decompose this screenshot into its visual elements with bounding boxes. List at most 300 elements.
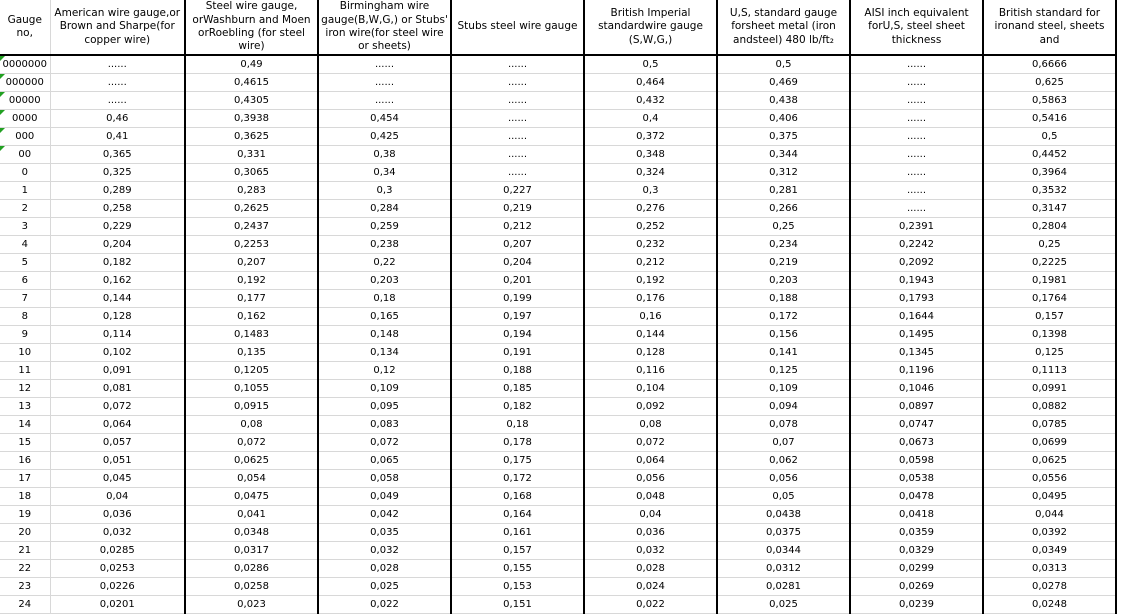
table-cell[interactable] xyxy=(717,55,850,74)
table-cell[interactable] xyxy=(451,254,584,272)
table-cell[interactable] xyxy=(717,560,850,578)
table-cell[interactable] xyxy=(185,236,318,254)
table-cell[interactable] xyxy=(50,200,185,218)
gauge-number-cell[interactable] xyxy=(0,470,50,488)
table-cell[interactable] xyxy=(50,344,185,362)
table-cell[interactable] xyxy=(850,164,983,182)
table-cell[interactable] xyxy=(850,74,983,92)
table-cell[interactable] xyxy=(185,218,318,236)
table-cell[interactable] xyxy=(850,272,983,290)
table-cell[interactable] xyxy=(717,200,850,218)
table-cell[interactable] xyxy=(50,272,185,290)
table-cell[interactable] xyxy=(584,236,717,254)
table-cell[interactable] xyxy=(717,218,850,236)
table-cell[interactable] xyxy=(983,452,1116,470)
table-cell[interactable] xyxy=(185,344,318,362)
table-cell[interactable] xyxy=(584,506,717,524)
table-cell[interactable] xyxy=(318,308,451,326)
table-cell[interactable] xyxy=(451,542,584,560)
table-cell[interactable] xyxy=(717,308,850,326)
table-cell[interactable] xyxy=(451,55,584,74)
table-cell[interactable] xyxy=(850,578,983,596)
table-cell[interactable] xyxy=(717,128,850,146)
table-cell[interactable] xyxy=(451,470,584,488)
table-cell[interactable] xyxy=(50,560,185,578)
gauge-number-cell[interactable] xyxy=(0,146,50,164)
table-cell[interactable] xyxy=(983,182,1116,200)
table-cell[interactable] xyxy=(717,452,850,470)
table-cell[interactable] xyxy=(50,254,185,272)
table-cell[interactable] xyxy=(451,236,584,254)
table-cell[interactable] xyxy=(717,182,850,200)
table-cell[interactable] xyxy=(850,200,983,218)
table-cell[interactable] xyxy=(584,55,717,74)
table-cell[interactable] xyxy=(451,362,584,380)
table-cell[interactable] xyxy=(717,362,850,380)
gauge-number-cell[interactable] xyxy=(0,74,50,92)
table-cell[interactable] xyxy=(318,326,451,344)
table-cell[interactable] xyxy=(850,344,983,362)
gauge-number-cell[interactable] xyxy=(0,578,50,596)
header-aisi-inch-equivalent[interactable]: AISI inch equivalent forU,S, steel sheet thickness xyxy=(850,0,983,55)
table-cell[interactable] xyxy=(185,434,318,452)
table-cell[interactable] xyxy=(584,380,717,398)
table-cell[interactable] xyxy=(717,254,850,272)
table-cell[interactable] xyxy=(850,380,983,398)
table-cell[interactable] xyxy=(717,542,850,560)
table-cell[interactable] xyxy=(850,398,983,416)
table-cell[interactable] xyxy=(451,596,584,614)
table-cell[interactable] xyxy=(584,452,717,470)
gauge-number-cell[interactable] xyxy=(0,362,50,380)
table-cell[interactable] xyxy=(50,452,185,470)
table-cell[interactable] xyxy=(318,290,451,308)
table-cell[interactable] xyxy=(185,146,318,164)
table-cell[interactable] xyxy=(584,488,717,506)
table-cell[interactable] xyxy=(185,578,318,596)
table-cell[interactable] xyxy=(185,200,318,218)
table-cell[interactable] xyxy=(717,380,850,398)
table-cell[interactable] xyxy=(983,74,1116,92)
table-cell[interactable] xyxy=(717,110,850,128)
gauge-number-cell[interactable] xyxy=(0,434,50,452)
table-cell[interactable] xyxy=(318,236,451,254)
table-cell[interactable] xyxy=(983,92,1116,110)
table-cell[interactable] xyxy=(850,146,983,164)
table-cell[interactable] xyxy=(717,146,850,164)
table-cell[interactable] xyxy=(850,560,983,578)
table-cell[interactable] xyxy=(717,416,850,434)
cell-value: 0,34 xyxy=(373,167,396,178)
gauge-number-cell[interactable] xyxy=(0,488,50,506)
table-cell[interactable] xyxy=(185,182,318,200)
table-cell[interactable] xyxy=(318,55,451,74)
table-cell[interactable] xyxy=(451,416,584,434)
table-cell[interactable] xyxy=(584,434,717,452)
table-cell[interactable] xyxy=(318,74,451,92)
table-cell[interactable] xyxy=(318,110,451,128)
table-cell[interactable] xyxy=(318,218,451,236)
table-cell[interactable] xyxy=(850,110,983,128)
table-cell[interactable] xyxy=(850,254,983,272)
table-cell[interactable] xyxy=(983,55,1116,74)
cell-value: 0,028 xyxy=(636,563,665,574)
table-cell[interactable] xyxy=(717,506,850,524)
table-cell[interactable] xyxy=(50,596,185,614)
cell-value: 0,102 xyxy=(102,347,132,358)
table-cell[interactable] xyxy=(584,578,717,596)
table-cell[interactable] xyxy=(584,254,717,272)
cell-value: 0,625 xyxy=(1035,77,1064,88)
table-cell[interactable] xyxy=(850,92,983,110)
table-cell[interactable] xyxy=(185,128,318,146)
table-cell[interactable] xyxy=(50,506,185,524)
table-cell[interactable] xyxy=(451,398,584,416)
table-cell[interactable] xyxy=(185,560,318,578)
cell-value: 0,201 xyxy=(503,275,532,286)
table-cell[interactable] xyxy=(983,308,1116,326)
table-cell[interactable] xyxy=(185,326,318,344)
table-cell[interactable] xyxy=(50,470,185,488)
table-cell[interactable] xyxy=(850,506,983,524)
table-cell[interactable] xyxy=(50,74,185,92)
table-cell[interactable] xyxy=(50,326,185,344)
header-us-standard-sheet-gauge[interactable]: U,S, standard gauge forsheet metal (iron andsteel) 480 lb/ft₂ xyxy=(717,0,850,55)
table-cell[interactable] xyxy=(318,146,451,164)
table-cell[interactable] xyxy=(318,470,451,488)
table-cell[interactable] xyxy=(50,110,185,128)
table-cell[interactable] xyxy=(50,524,185,542)
table-cell[interactable] xyxy=(983,218,1116,236)
table-cell[interactable] xyxy=(451,128,584,146)
table-cell[interactable] xyxy=(185,254,318,272)
table-cell[interactable] xyxy=(850,236,983,254)
table-cell[interactable] xyxy=(717,596,850,614)
table-cell[interactable] xyxy=(318,398,451,416)
table-cell[interactable] xyxy=(451,380,584,398)
table-cell[interactable] xyxy=(850,308,983,326)
table-cell[interactable] xyxy=(983,542,1116,560)
gauge-number-cell[interactable] xyxy=(0,326,50,344)
header-steel-wire-gauge[interactable]: Steel wire gauge, orWashburn and Moen orRoebling (for steel wire) xyxy=(185,0,318,55)
table-cell[interactable] xyxy=(983,488,1116,506)
table-cell[interactable] xyxy=(584,164,717,182)
table-cell[interactable] xyxy=(185,290,318,308)
table-cell[interactable] xyxy=(850,434,983,452)
cell-value: 0,375 xyxy=(769,131,798,142)
table-cell[interactable] xyxy=(584,182,717,200)
table-cell[interactable] xyxy=(451,182,584,200)
table-cell[interactable] xyxy=(50,55,185,74)
gauge-number-cell[interactable] xyxy=(0,55,50,74)
table-cell[interactable] xyxy=(185,272,318,290)
table-cell[interactable] xyxy=(451,272,584,290)
table-cell[interactable] xyxy=(983,254,1116,272)
table-cell[interactable] xyxy=(185,308,318,326)
table-cell[interactable] xyxy=(185,488,318,506)
gauge-number-cell[interactable] xyxy=(0,452,50,470)
table-cell[interactable] xyxy=(451,344,584,362)
table-cell[interactable] xyxy=(717,578,850,596)
table-cell[interactable] xyxy=(983,272,1116,290)
table-cell[interactable] xyxy=(185,398,318,416)
table-cell[interactable] xyxy=(584,110,717,128)
table-cell[interactable] xyxy=(185,524,318,542)
table-cell[interactable] xyxy=(717,164,850,182)
table-cell[interactable] xyxy=(850,182,983,200)
table-cell[interactable] xyxy=(717,326,850,344)
table-cell[interactable] xyxy=(850,128,983,146)
table-cell[interactable] xyxy=(451,308,584,326)
table-cell[interactable] xyxy=(717,434,850,452)
table-cell[interactable] xyxy=(983,110,1116,128)
table-cell[interactable] xyxy=(584,398,717,416)
table-cell[interactable] xyxy=(318,380,451,398)
table-cell[interactable] xyxy=(318,92,451,110)
table-cell[interactable] xyxy=(50,542,185,560)
table-cell[interactable] xyxy=(318,524,451,542)
table-cell[interactable] xyxy=(850,218,983,236)
table-cell[interactable] xyxy=(983,164,1116,182)
gauge-number-cell[interactable] xyxy=(0,218,50,236)
table-cell[interactable] xyxy=(50,308,185,326)
table-cell[interactable] xyxy=(451,506,584,524)
table-cell[interactable] xyxy=(717,74,850,92)
gauge-number-cell[interactable] xyxy=(0,272,50,290)
table-cell[interactable] xyxy=(717,344,850,362)
table-cell[interactable] xyxy=(850,596,983,614)
table-cell[interactable] xyxy=(983,236,1116,254)
table-cell[interactable] xyxy=(584,92,717,110)
table-cell[interactable] xyxy=(318,578,451,596)
table-cell[interactable] xyxy=(50,380,185,398)
table-cell[interactable] xyxy=(50,398,185,416)
gauge-number-cell[interactable] xyxy=(0,254,50,272)
table-cell[interactable] xyxy=(983,398,1116,416)
table-cell[interactable] xyxy=(451,290,584,308)
table-cell[interactable] xyxy=(50,128,185,146)
table-cell[interactable] xyxy=(451,560,584,578)
table-cell[interactable] xyxy=(584,272,717,290)
gauge-number-cell[interactable] xyxy=(0,200,50,218)
table-cell[interactable] xyxy=(584,416,717,434)
table-cell[interactable] xyxy=(50,92,185,110)
table-cell[interactable] xyxy=(850,362,983,380)
gauge-number-cell[interactable] xyxy=(0,344,50,362)
cell-value: 0,4305 xyxy=(234,95,269,106)
header-gauge-no[interactable]: Gauge no, xyxy=(0,0,50,55)
table-cell[interactable] xyxy=(584,74,717,92)
table-cell[interactable] xyxy=(318,344,451,362)
table-cell[interactable] xyxy=(584,344,717,362)
table-cell[interactable] xyxy=(50,164,185,182)
table-cell[interactable] xyxy=(584,470,717,488)
table-cell[interactable] xyxy=(318,362,451,380)
header-british-imperial-swg[interactable]: British Imperial standardwire gauge (S,W,G,) xyxy=(584,0,717,55)
table-cell[interactable] xyxy=(50,434,185,452)
table-cell[interactable] xyxy=(584,596,717,614)
table-cell[interactable] xyxy=(185,596,318,614)
gauge-number-cell[interactable] xyxy=(0,524,50,542)
header-birmingham-wire-gauge[interactable]: Birmingham wire gauge(B,W,G,) or Stubs' iron wire(for steel wire or sheets) xyxy=(318,0,451,55)
table-cell[interactable] xyxy=(850,290,983,308)
table-cell[interactable] xyxy=(584,128,717,146)
table-cell[interactable] xyxy=(584,362,717,380)
table-cell[interactable] xyxy=(451,146,584,164)
gauge-number-cell[interactable] xyxy=(0,290,50,308)
table-cell[interactable] xyxy=(584,218,717,236)
table-cell[interactable] xyxy=(584,524,717,542)
table-cell[interactable] xyxy=(451,92,584,110)
table-cell[interactable] xyxy=(983,524,1116,542)
header-stubs-steel-wire-gauge[interactable]: Stubs steel wire gauge xyxy=(451,0,584,55)
table-cell[interactable] xyxy=(50,362,185,380)
table-cell[interactable] xyxy=(318,596,451,614)
table-cell[interactable] xyxy=(584,560,717,578)
table-cell[interactable] xyxy=(50,182,185,200)
table-cell[interactable] xyxy=(717,272,850,290)
table-cell[interactable] xyxy=(318,164,451,182)
table-cell[interactable] xyxy=(318,416,451,434)
table-cell[interactable] xyxy=(318,452,451,470)
table-cell[interactable] xyxy=(584,290,717,308)
gauge-number-cell[interactable] xyxy=(0,380,50,398)
table-cell[interactable] xyxy=(50,578,185,596)
gauge-number-cell[interactable] xyxy=(0,92,50,110)
table-cell[interactable] xyxy=(717,470,850,488)
table-cell[interactable] xyxy=(983,578,1116,596)
table-cell[interactable] xyxy=(451,434,584,452)
table-cell[interactable] xyxy=(717,524,850,542)
cell-value: ...... xyxy=(906,113,927,124)
table-cell[interactable] xyxy=(850,470,983,488)
table-cell[interactable] xyxy=(983,506,1116,524)
table-cell[interactable] xyxy=(717,236,850,254)
gauge-number-cell[interactable] xyxy=(0,416,50,434)
table-cell[interactable] xyxy=(318,182,451,200)
table-cell[interactable] xyxy=(318,254,451,272)
table-cell[interactable] xyxy=(451,452,584,470)
table-cell[interactable] xyxy=(318,128,451,146)
table-cell[interactable] xyxy=(318,506,451,524)
gauge-number-cell[interactable] xyxy=(0,164,50,182)
table-cell[interactable] xyxy=(584,326,717,344)
table-cell[interactable] xyxy=(850,488,983,506)
table-cell[interactable] xyxy=(185,55,318,74)
table-cell[interactable] xyxy=(50,416,185,434)
gauge-number-cell[interactable] xyxy=(0,182,50,200)
header-american-wire-gauge[interactable]: American wire gauge,or Brown and Sharpe(for copper wire) xyxy=(50,0,185,55)
table-cell[interactable] xyxy=(185,542,318,560)
gauge-number-cell[interactable] xyxy=(0,128,50,146)
table-cell[interactable] xyxy=(983,434,1116,452)
table-cell[interactable] xyxy=(451,110,584,128)
table-cell[interactable] xyxy=(50,146,185,164)
table-cell[interactable] xyxy=(185,506,318,524)
table-cell[interactable] xyxy=(50,236,185,254)
header-british-standard-sheets[interactable]: British standard for ironand steel, sheets and xyxy=(983,0,1116,55)
table-cell[interactable] xyxy=(451,578,584,596)
table-cell[interactable] xyxy=(584,308,717,326)
table-cell[interactable] xyxy=(717,92,850,110)
table-cell[interactable] xyxy=(185,74,318,92)
table-cell[interactable] xyxy=(983,596,1116,614)
table-cell[interactable] xyxy=(850,416,983,434)
cell-value: 0,081 xyxy=(102,383,132,394)
cell-value: 0,3 xyxy=(376,185,393,196)
table-cell[interactable] xyxy=(50,290,185,308)
table-cell[interactable] xyxy=(983,362,1116,380)
table-cell[interactable] xyxy=(983,326,1116,344)
table-cell[interactable] xyxy=(185,362,318,380)
table-cell[interactable] xyxy=(451,74,584,92)
table-cell[interactable] xyxy=(983,470,1116,488)
gauge-number-cell[interactable] xyxy=(0,560,50,578)
gauge-number-cell[interactable] xyxy=(0,236,50,254)
gauge-number-cell[interactable] xyxy=(0,506,50,524)
table-cell[interactable] xyxy=(318,272,451,290)
table-cell[interactable] xyxy=(983,128,1116,146)
gauge-number-cell[interactable] xyxy=(0,542,50,560)
table-cell[interactable] xyxy=(983,380,1116,398)
table-cell[interactable] xyxy=(451,218,584,236)
table-cell[interactable] xyxy=(983,290,1116,308)
table-cell[interactable] xyxy=(185,380,318,398)
table-cell[interactable] xyxy=(983,560,1116,578)
table-cell[interactable] xyxy=(850,524,983,542)
table-cell[interactable] xyxy=(451,164,584,182)
table-cell[interactable] xyxy=(185,416,318,434)
gauge-number-cell[interactable] xyxy=(0,110,50,128)
table-cell[interactable] xyxy=(983,146,1116,164)
table-cell[interactable] xyxy=(185,470,318,488)
table-cell[interactable] xyxy=(983,200,1116,218)
table-cell[interactable] xyxy=(185,92,318,110)
table-cell[interactable] xyxy=(717,488,850,506)
table-cell[interactable] xyxy=(850,452,983,470)
table-cell[interactable] xyxy=(983,416,1116,434)
table-cell[interactable] xyxy=(451,200,584,218)
table-cell[interactable] xyxy=(318,560,451,578)
table-cell[interactable] xyxy=(185,110,318,128)
table-cell[interactable] xyxy=(983,344,1116,362)
table-cell[interactable] xyxy=(451,488,584,506)
table-cell[interactable] xyxy=(451,524,584,542)
cell-value: 0,204 xyxy=(102,239,132,250)
gauge-number-cell[interactable] xyxy=(0,596,50,614)
table-cell[interactable] xyxy=(850,326,983,344)
cell-value: 0,078 xyxy=(769,419,798,430)
table-cell[interactable] xyxy=(185,452,318,470)
table-cell[interactable] xyxy=(50,218,185,236)
table-cell[interactable] xyxy=(584,200,717,218)
table-cell[interactable] xyxy=(451,326,584,344)
table-cell[interactable] xyxy=(850,55,983,74)
gauge-number-cell[interactable] xyxy=(0,398,50,416)
table-cell[interactable] xyxy=(584,542,717,560)
table-cell[interactable] xyxy=(584,146,717,164)
gauge-number-cell[interactable] xyxy=(0,308,50,326)
table-cell[interactable] xyxy=(318,200,451,218)
table-cell[interactable] xyxy=(717,290,850,308)
table-cell[interactable] xyxy=(318,542,451,560)
table-cell[interactable] xyxy=(318,488,451,506)
table-cell[interactable] xyxy=(185,164,318,182)
table-cell[interactable] xyxy=(850,542,983,560)
table-cell[interactable] xyxy=(50,488,185,506)
table-cell[interactable] xyxy=(318,434,451,452)
table-cell[interactable] xyxy=(717,398,850,416)
